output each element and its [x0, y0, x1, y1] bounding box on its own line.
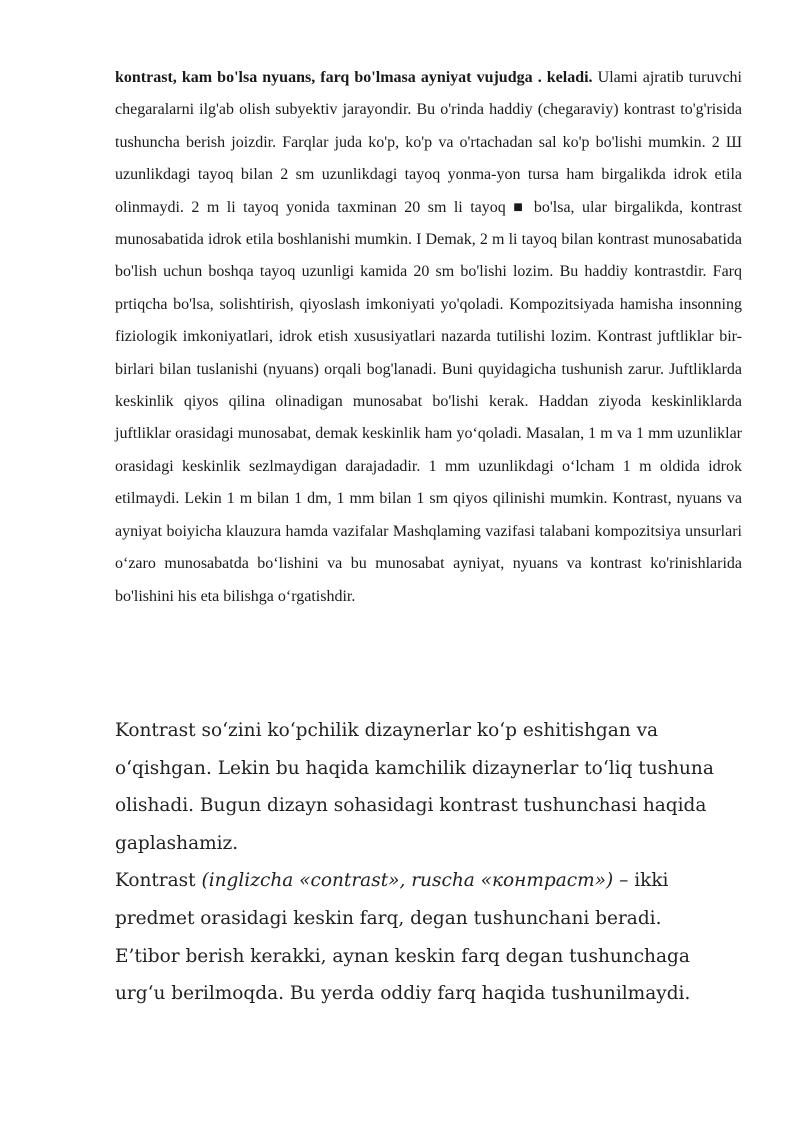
- text-line: urg‘u berilmoqda. Bu yerda oddiy farq haqida tushunilmaydi.: [115, 983, 691, 1005]
- text-line: o‘qishgan. Lekin bu haqida kamchilik dizaynerlar to‘liq tushuna: [115, 757, 714, 779]
- definition-term: Kontrast: [115, 870, 202, 892]
- paragraph-contrast-theory: [115, 62, 742, 613]
- text-line: predmet orasidagi keskin farq, degan tushunchani beradi.: [115, 907, 662, 929]
- text-line: olishadi. Bugun dizayn sohasidagi kontrast tushunchasi haqida: [115, 795, 707, 817]
- text-line: Kontrast so‘zini ko‘pchilik dizaynerlar ko‘p eshitishgan va: [115, 720, 659, 741]
- paragraph-body: Ulami ajratib turuvchi chegaralarni ilg'ab olish subyektiv jarayondir. Bu o'rinda haddiy (chegaraviy) kontrast to'g'risida tushuncha berish joizdir. Farqlar juda ko'p, ko'p va o'rtachadan sal ko'p bo'lishi mumkin. 2 Ш uzunlikdagi tayoq bilan 2 sm uzunlikdagi tayoq yonma-yon tursa ham birgalikda idrok etila olinmaydi. 2 m li tayoq yonida taxminan 20 sm li tayoq ■ bo'lsa, ular birgalikda, kontrast munosabatida idrok etila boshlanishi mumkin. I Demak, 2 m li tayoq bilan kontrast munosabatida bo'lish uchun boshqa tayoq uzunligi kamida 20 sm bo'lishi lozim. Bu haddiy kontrastdir. Farq prtiqcha bo'lsa, solishtirish, qiyoslash imkoniyati yo'qoladi. Kompozitsiyada hamisha insonning fiziologik imkoniyatlari, idrok etish xususiyatlari nazarda tutilishi lozim. Kontrast juftliklar bir-birlari bilan tuslanishi (nyuans) orqali bog'lanadi. Buni quyidagicha tushunish zarur. Juftliklarda keskinlik qiyos qilina olinadigan munosabat bo'lishi kerak. Haddan ziyoda keskinliklarda juftliklar orasidagi munosabat, demak keskinlik ham yo‘qoladi. Masalan, 1 m va 1 mm uzunliklar orasidagi keskinlik sezlmaydigan darajadadir. 1 mm uzunlikdagi o‘lcham 1 m oldida idrok etilmaydi. Lekin 1 m bilan 1 dm, 1 mm bilan 1 sm qiyos qilinishi mumkin. Kontrast, nyuans va ayniyat boiyicha klauzura hamda vazifalar Mashqlaming vazifasi talabani kompozitsiya unsurlari o‘zaro munosabatda bo‘lishini va bu munosabat ayniyat, nyuans va kontrast ko'rinishlarida bo'lishini his eta bilishga o‘rgatishdir.: [115, 69, 742, 605]
- definition-etymology: (inglizcha «contrast», ruscha «контраст»): [201, 870, 614, 892]
- bold-lead-sentence: kontrast, kam bo'lsa nyuans, farq bo'lmasa ayniyat vujudga . keladi.: [115, 69, 593, 86]
- paragraph-contrast-definition: [115, 712, 755, 1013]
- text-line: E’tibor berish kerakki, aynan keskin farq degan tushunchaga: [115, 945, 690, 967]
- definition-line: [115, 862, 755, 900]
- definition-continuation: – ikki: [613, 870, 669, 892]
- text-line: gaplashamiz.: [115, 832, 239, 854]
